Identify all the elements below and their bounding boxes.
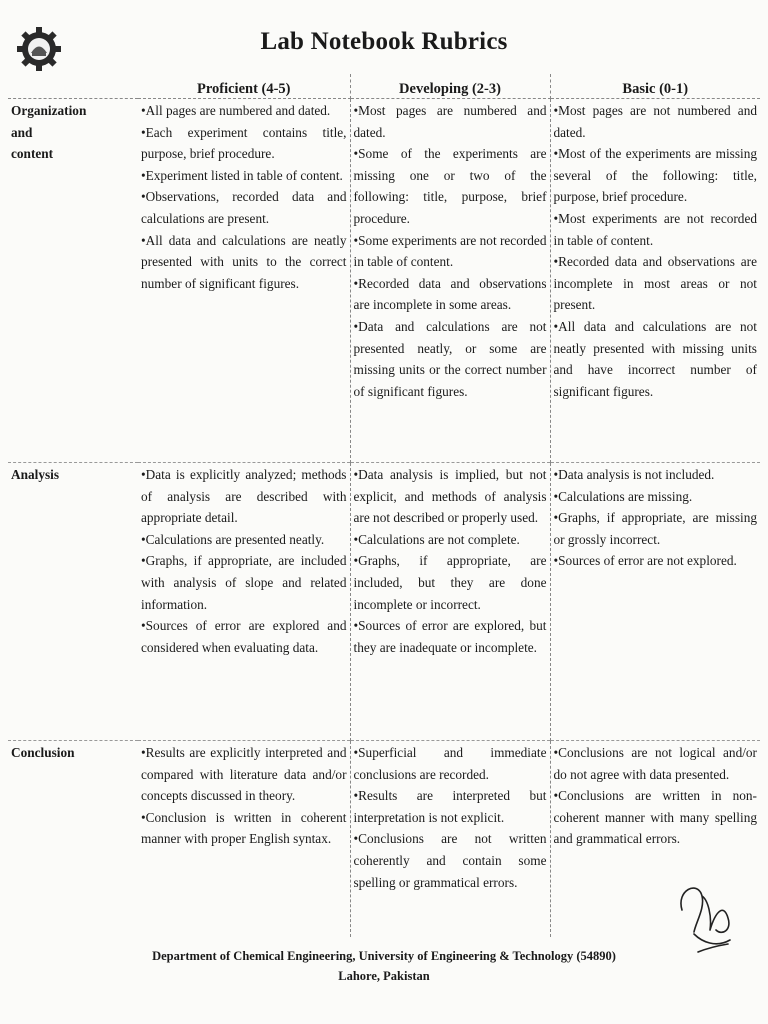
list-item: •Conclusions are not logical and/or do not agree with data presented. [553,745,757,782]
proficient-cell [138,741,350,937]
rubric-table [8,74,760,937]
header-developing: Developing (2-3) [350,74,550,99]
header-criterion [8,74,138,99]
list-item: •Superficial and immediate conclusions are recorded. [353,745,547,782]
list-item: •Graphs, if appropriate, are included with analysis of slope and related information. [141,553,347,612]
criterion-cell [8,99,138,463]
page-title: Lab Notebook Rubrics [260,28,508,55]
table-row [8,463,760,741]
list-item: •Calculations are missing. [553,488,693,504]
list-item: •All data and calculations are not neatly presented with missing units and have incorrect number of significant figures. [553,318,757,399]
list-item: •Sources of error are explored and considered when evaluating data. [141,618,347,655]
list-item: •Observations, recorded data and calculations are present. [141,189,347,226]
proficient-cell [138,463,350,741]
list-item: •Sources of error are explored, but they are inadequate or incomplete. [353,618,547,655]
list-item: •All data and calculations are neatly presented with units to the correct number of significant figures. [141,232,347,291]
criterion-label: Organization [11,103,87,118]
list-item: •Most experiments are not recorded in table of content. [553,210,757,248]
developing-cell [350,99,550,463]
list-item: •Most of the experiments are missing several of the following: title, purpose, brief procedure. [553,146,757,205]
criterion-cell [8,463,138,741]
list-item: •Data analysis is implied, but not explicit, and methods of analysis are not described or properly used. [353,467,547,526]
list-item: •Conclusions are not written coherently and contain some spelling or grammatical errors. [353,831,547,890]
criterion-cell [8,741,138,937]
list-item: •Data is explicitly analyzed; methods of analysis are described with appropriate detail. [141,467,347,526]
criterion-label: Analysis [11,467,60,482]
header-proficient: Proficient (4-5) [138,74,350,99]
list-item: •Conclusion is written in coherent manner with proper English syntax. [141,809,347,847]
header-basic: Basic (0-1) [550,74,760,99]
table-row [8,99,760,463]
list-item: •Data and calculations are not presented neatly, or some are missing units or the correct number of significant figures. [353,318,547,399]
list-item: •Recorded data and observations are incomplete in some areas. [353,275,547,313]
criterion-label: Conclusion [11,745,75,760]
list-item: •Most pages are numbered and dated. [353,103,547,140]
list-item: •Conclusions are written in non-coherent manner with many spelling and grammatical errors. [553,788,757,847]
list-item: •Experiment listed in table of content. [141,167,343,183]
list-item: •Calculations are not complete. [353,531,520,547]
list-item: •Calculations are presented neatly. [141,531,325,547]
proficient-cell [138,99,350,463]
basic-cell [550,463,760,741]
footer-department: Department of Chemical Engineering, University of Engineering & Technology (54890) [152,949,616,963]
basic-cell [550,99,760,463]
list-item: •Graphs, if appropriate, are missing or grossly incorrect. [553,510,757,547]
list-item: •Results are interpreted but interpretation is not explicit. [353,788,547,825]
list-item: •Sources of error are not explored. [553,553,737,569]
list-item: •Recorded data and observations are incomplete in most areas or not present. [553,254,757,313]
list-item: •Some experiments are not recorded in table of content. [353,232,547,270]
list-item: •Each experiment contains title, purpose, brief procedure. [141,124,347,162]
list-item: •All pages are numbered and dated. [141,103,331,118]
criterion-label: and [11,124,33,140]
footer-location: Lahore, Pakistan [338,969,430,983]
header-row [8,74,760,99]
criterion-label: content [11,146,54,162]
list-item: •Data analysis is not included. [553,467,715,482]
list-item: •Some of the experiments are missing one or two of the following: title, purpose, brief procedure. [353,146,547,226]
list-item: •Results are explicitly interpreted and compared with literature data and/or concepts discussed in theory. [141,745,347,804]
table-row [8,741,760,937]
developing-cell [350,463,550,741]
footer [0,946,768,986]
developing-cell [350,741,550,937]
list-item: •Most pages are not numbered and dated. [553,103,757,140]
list-item: •Graphs, if appropriate, are included, but they are done incomplete or incorrect. [353,553,547,612]
